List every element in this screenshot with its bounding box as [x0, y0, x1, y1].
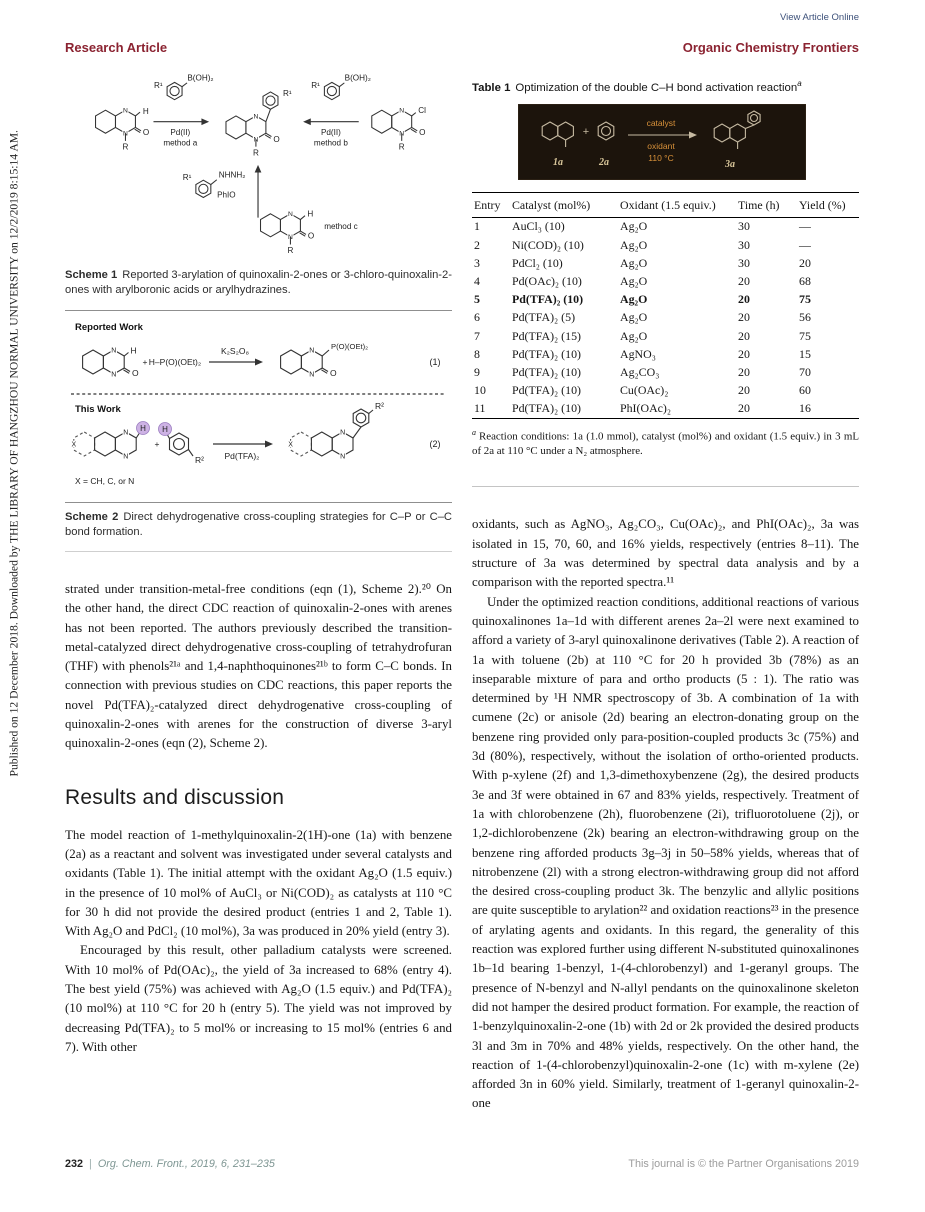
- equation-2-number: (2): [429, 439, 441, 449]
- cell-catalyst: Pd(TFA)₂ (10): [512, 292, 584, 307]
- cell-yield: 60: [799, 383, 811, 398]
- cell-oxidant: Ag₂O: [620, 310, 648, 325]
- cell-time: 20: [738, 401, 750, 416]
- x-definition-note: X = CH, C, or N: [75, 476, 135, 486]
- column-header: Yield (%): [797, 192, 859, 217]
- table-row: [472, 345, 859, 363]
- scheme1-graphic: [65, 68, 452, 256]
- table-row: [472, 217, 859, 236]
- scheme2-figure: [65, 310, 452, 503]
- method-a-label: method a: [163, 138, 198, 148]
- cell-oxidant: Ag₂CO₃: [620, 364, 660, 379]
- footnote-text: Reaction conditions: 1a (1.0 mmol), catalyst (mol%) and oxidant (1.5 equiv.) in 3 mL of 2a at 110 °C under a N₂ atmosphere.: [472, 430, 859, 457]
- ring: [95, 432, 116, 456]
- cell-catalyst: Pd(TFA)₂ (15): [512, 328, 581, 343]
- r1-label: R¹: [182, 173, 192, 183]
- boronic-acid-label: B(OH)₂: [187, 73, 214, 83]
- page-header: [65, 40, 859, 55]
- ring: [226, 116, 246, 139]
- cell-time: 20: [738, 310, 750, 325]
- bond: [124, 353, 128, 357]
- cell-entry: 11: [474, 401, 486, 416]
- page-footer: [65, 1158, 859, 1170]
- article-type-label: Research Article: [65, 40, 168, 55]
- paragraph: Encouraged by this result, other palladium catalysts were screened. With 10 mol% of Pd(OAc)₂, the yield of 3a increased to 68% (entry 4). The best yield (75%) was achieved with Ag₂O (1.5 equiv.) and Pd(TFA)₂ (10 mol%) at 110 °C for 20 h (entry 5). The yield was not improved by decreasing Pd(TFA)₂ to 5 mol% or increasing to 15 mol% (entries 6 and 7). With other: [65, 943, 452, 1054]
- ring: [324, 82, 339, 99]
- ring: [353, 409, 369, 427]
- table1-title-footnote-marker: a: [797, 79, 802, 88]
- arrowhead: [265, 441, 273, 448]
- cell-oxidant: AgNO₃: [620, 346, 656, 361]
- column-header: Catalyst (mol%): [510, 192, 618, 217]
- cell-time: 20: [738, 383, 750, 398]
- column-header: Oxidant (1.5 equiv.): [618, 192, 736, 217]
- cell-yield: 68: [799, 273, 811, 288]
- bond: [182, 83, 187, 87]
- bond: [300, 216, 305, 220]
- compound-1a-label: 1a: [553, 156, 563, 168]
- paragraph: oxidants, such as AgNO₃, Ag₂CO₃, Cu(OAc)₂, and PhI(OAc)₂, 3a was isolated in 15, 70, 60, and 16% yields, respectively (entries 8–11). The structure of 3a was determined by spectral data analysis and by a comparison with the reported spectra.¹¹: [472, 517, 859, 590]
- table1-title-text: Optimization of the double C–H bond activation reaction: [515, 81, 798, 94]
- cell-catalyst: PdCl₂ (10): [512, 255, 563, 270]
- arrowhead: [303, 118, 311, 125]
- h-label: H: [307, 209, 314, 219]
- bond: [189, 450, 194, 457]
- cell-catalyst: Pd(OAc)₂ (10): [512, 273, 582, 288]
- ring: [96, 110, 116, 133]
- cl-label: Cl: [418, 106, 426, 116]
- oxidant-label: oxidant: [647, 140, 675, 151]
- table-row: [472, 327, 859, 345]
- footer-copyright: This journal is © the Partner Organisations 2019: [628, 1158, 859, 1170]
- page-number: 232: [65, 1158, 84, 1170]
- bond: [322, 350, 329, 356]
- hydrazine-label: NHNH₂: [218, 170, 246, 180]
- o-label: O: [273, 134, 280, 144]
- reaction-arrow-method-a: [153, 73, 213, 147]
- method-b-label: method b: [313, 138, 348, 148]
- section-heading: Results and discussion: [65, 785, 285, 809]
- cell-entry: 6: [474, 310, 480, 325]
- n-atom-label: N: [123, 107, 128, 115]
- aromatic-circle: [356, 413, 366, 423]
- h-label: H: [142, 107, 149, 117]
- table-row: [472, 363, 859, 381]
- cell-oxidant: Cu(OAc)₂: [620, 383, 669, 398]
- ring: [311, 432, 332, 456]
- aromatic-circle: [327, 86, 336, 95]
- temperature-label: 110 °C: [648, 152, 674, 163]
- r-label: R: [398, 142, 405, 152]
- aromatic-circle: [266, 96, 275, 105]
- phio-label: PhIO: [217, 190, 236, 200]
- plus-sign: +: [582, 125, 590, 138]
- cell-oxidant: Ag₂O: [620, 219, 648, 234]
- r2-label: R²: [195, 455, 204, 465]
- variable-ring: [291, 432, 312, 456]
- footer-citation: [65, 1158, 275, 1170]
- reaction-arrow-method-b: [303, 73, 371, 147]
- left-column: [65, 68, 452, 1057]
- bond: [211, 180, 217, 185]
- table-row: [472, 272, 859, 290]
- cell-oxidant: Ag₂O: [620, 237, 648, 252]
- arrowhead: [255, 359, 263, 366]
- column-header: Entry: [472, 192, 510, 217]
- cell-entry: 9: [474, 364, 480, 379]
- bond: [339, 83, 344, 87]
- cell-oxidant: Ag₂O: [620, 273, 648, 288]
- phosphonate-label: P(O)(OEt)₂: [331, 342, 369, 351]
- aromatic-circle: [170, 86, 179, 95]
- journal-citation: Org. Chem. Front., 2019, 6, 231–235: [97, 1158, 275, 1170]
- cell-time: 30: [738, 255, 750, 270]
- r-label: R: [252, 148, 259, 158]
- equation-1: [83, 342, 441, 379]
- cell-yield: 20: [799, 255, 811, 270]
- cell-catalyst: Pd(TFA)₂ (10): [512, 346, 581, 361]
- table-header-row: [472, 192, 859, 217]
- journal-title: Organic Chemistry Frontiers: [682, 40, 859, 55]
- cell-yield: 16: [799, 401, 811, 416]
- oxidant-label: K₂S₂O₈: [220, 346, 250, 356]
- ring: [372, 110, 392, 133]
- n-atom-label: N: [399, 107, 405, 115]
- catalyst-label: Pd(II): [170, 128, 191, 138]
- ring: [170, 433, 189, 455]
- column-divider: [472, 486, 859, 487]
- arylated-product: [226, 89, 292, 157]
- method-c-label: method c: [324, 222, 358, 232]
- o-label: O: [330, 368, 337, 378]
- footer-separator: |: [89, 1158, 92, 1170]
- publication-sidebar-text: Published on 12 December 2018. Downloaded by THE LIBRARY OF HANGZHOU NORMAL UNIVERSITY on 12/2/2019 8:15:14 AM.: [7, 130, 21, 777]
- n-atom-label: N: [123, 453, 129, 461]
- r-label: R: [122, 142, 129, 152]
- chloroquinoxalinone-reactant: [372, 106, 426, 151]
- r2-label: R²: [375, 401, 384, 411]
- paragraph: The model reaction of 1-methylquinoxalin-2(1H)-one (1a) with benzene (2a) as a reactant and solvent was investigated under several catalysts and oxidants (Table 1). The initial attempt with the oxidant Ag₂O (1.5 equiv.) in the presence of 10 mol% of AuCl₃ or Ni(COD)₂ as catalysts at 110 °C for 30 h did not provide the desired product (entries 1 and 2, Table 1). With Ag₂O and PdCl₂ (10 mol%), 3a was produced in 20% yield (entry 3).: [65, 827, 452, 939]
- scheme1-caption: [65, 268, 452, 298]
- ring: [281, 350, 302, 374]
- o-label: O: [307, 231, 315, 241]
- cell-entry: 3: [474, 255, 480, 270]
- table-row: [472, 236, 859, 254]
- footnote-marker: a: [472, 427, 476, 437]
- o-label: O: [132, 368, 139, 378]
- table1-footnote: [472, 426, 859, 459]
- phosphite-label: H–P(O)(OEt)₂: [148, 357, 202, 367]
- ring: [263, 92, 278, 109]
- cell-entry: 8: [474, 346, 480, 361]
- cell-catalyst: Pd(TFA)₂ (10): [512, 401, 581, 416]
- bond: [369, 410, 373, 414]
- ring: [167, 82, 182, 99]
- n-atom-label: N: [253, 113, 259, 121]
- n-atom-label: N: [123, 130, 128, 138]
- plus-sign: +: [154, 439, 160, 449]
- cell-yield: —: [799, 237, 811, 252]
- arrowhead: [255, 165, 262, 173]
- x-atom-label: X: [288, 441, 293, 449]
- catalyst-label: Pd(TFA)₂: [224, 451, 260, 461]
- table1-title-label: Table 1: [472, 81, 511, 94]
- cell-yield: 56: [799, 310, 811, 325]
- table-row: [472, 400, 859, 419]
- column-header: Time (h): [736, 192, 797, 217]
- n-atom-label: N: [111, 371, 117, 379]
- table1: [472, 192, 859, 419]
- cell-entry: 5: [474, 292, 480, 307]
- cell-time: 20: [738, 273, 750, 288]
- bond: [353, 427, 361, 438]
- cell-yield: 15: [799, 346, 811, 361]
- n-atom-label: N: [309, 371, 315, 379]
- scheme2-caption: [65, 510, 452, 540]
- h-label: H: [162, 425, 168, 434]
- bond: [136, 433, 139, 438]
- cell-time: 20: [738, 364, 750, 379]
- cell-catalyst: Pd(TFA)₂ (10): [512, 383, 581, 398]
- scheme1-caption-label: Scheme 1: [65, 269, 118, 281]
- boronic-acid-label: B(OH)₂: [344, 73, 371, 83]
- cell-time: 20: [738, 292, 750, 307]
- r1-label: R¹: [311, 81, 320, 91]
- cell-entry: 4: [474, 273, 480, 288]
- scheme2-graphic: [65, 316, 452, 494]
- view-article-online-link[interactable]: View Article Online: [779, 12, 859, 23]
- variable-ring: [74, 432, 95, 456]
- cell-time: 30: [738, 237, 750, 252]
- equation-1-number: (1): [429, 357, 441, 367]
- table-row: [472, 254, 859, 272]
- right-column: [472, 68, 859, 1114]
- aromatic-circle: [199, 184, 208, 193]
- bond: [266, 109, 271, 121]
- cell-catalyst: Pd(TFA)₂ (10): [512, 364, 581, 379]
- n-atom-label: N: [340, 429, 346, 437]
- catalyst-label: Pd(II): [320, 128, 341, 138]
- figure-divider: [65, 551, 452, 552]
- ring: [83, 350, 104, 374]
- reaction-arrow-method-c: [183, 165, 358, 231]
- h-label: H: [140, 424, 146, 433]
- table-row: [472, 381, 859, 399]
- catalyst-label: catalyst: [646, 117, 676, 128]
- ring: [261, 214, 281, 237]
- n-atom-label: N: [399, 130, 405, 138]
- cell-catalyst: Pd(TFA)₂ (5): [512, 310, 576, 325]
- bond: [135, 112, 140, 116]
- cell-yield: —: [799, 219, 811, 234]
- n-atom-label: N: [288, 211, 293, 219]
- compound-3a-label: 3a: [725, 158, 735, 170]
- cell-entry: 2: [474, 237, 480, 252]
- plus-sign: +: [142, 357, 148, 367]
- scheme2-caption-text: Direct dehydrogenative cross-coupling strategies for C–P or C–C bond formation.: [65, 511, 452, 538]
- arrowhead: [201, 118, 209, 125]
- r-label: R: [287, 246, 294, 256]
- scheme2-caption-label: Scheme 2: [65, 511, 119, 523]
- o-label: O: [142, 128, 150, 138]
- bond: [412, 113, 416, 116]
- table1-reaction-image: [518, 104, 806, 180]
- table1-title: [472, 76, 859, 96]
- paragraph: Under the optimized reaction conditions, additional reactions of various quinoxalinones 1a–1d with different arenes 2a–2l were next examined to afford a variety of 3-aryl quinoxalinone derivatives (Table 2). A reaction of 1a with toluene (2b) at 110 °C for 20 h provided 3b (78%) as an inseparable mixture of para and ortho products (5 : 1). The ratio was determined by ¹H NMR spectroscopy of 3b. A combination of 1a with cumene (2c) or anisole (2d) bearing an electron-donating group on the benzene ring provided only para-position-coupled products 3c (75%) and 3d (80%), respectively, without the isolation of ortho-oriented products. With p-xylene (2f) and 1,3-dimethoxybenzene (2g), the desired products 3e and 3f were obtained in 67 and 83% yields, respectively. Treatment of 1a with chlorobenzene (2h), fluorobenzene (2i), trifluorotoluene (2j), or 1,2-dichlorobenzene (2k) bearing an electron-withdrawing group on the benzene ring afforded products 3g–3j in 50–58% yields, whereas that of nitrobenzene (2l) with a strong electron-withdrawing group did not afford the desired cross-coupling product 3k. The benzylic and allylic positions are quite susceptible to arylation²² and oxidation reactions²³ in the presence of arylating agents and oxidants. In this regard, the generality of this reaction was explored further using different N-substituted quinoxalinones 1b–1d bearing 1-benzyl, 1-(4-chlorobenzyl) and 1-geranyl groups. The presence of N-benzyl and N-allyl pendants on the quinoxalinone skeleton did not hamper the desired product formation. For example, the reaction of 1-benzylquinoxalin-2-one (1b) with 2d or 2k provided the desired products 3l and 3m in 70% and 48% yields, respectively. On the other hand, the reaction of 1-(4-chlorobenzyl)quinoxalin-2-one (1c) with m-xylene (2e) afforded 3n in 60% yield. Similarly, treatment of 1-geranyl quinoxalin-2-one: [472, 594, 860, 1111]
- n-atom-label: N: [309, 347, 315, 355]
- ring: [196, 180, 211, 197]
- n-atom-label: N: [340, 453, 346, 461]
- cell-yield: 75: [799, 328, 811, 343]
- quinoxalinone-reactant-bottom: [261, 210, 315, 255]
- r1-label: R¹: [153, 81, 163, 91]
- cell-oxidant: Ag₂O: [620, 328, 648, 343]
- bond: [168, 435, 170, 439]
- reported-work-label: Reported Work: [75, 322, 143, 333]
- quinoxalinone-reactant-left: [96, 107, 150, 151]
- h-label: H: [130, 345, 137, 356]
- cell-entry: 7: [474, 328, 480, 343]
- n-atom-label: N: [111, 347, 117, 355]
- n-atom-label: N: [288, 234, 293, 242]
- cell-entry: 10: [474, 383, 486, 398]
- paragraph: strated under transition-metal-free conditions (eqn (1), Scheme 2).²⁰ On the other hand, the direct CDC reaction of quinoxalin-2-ones with arenes has not been reported. The authors previously described the transition-metal-catalyzed direct dehydrogenative cross-coupling of tetrahydrofuran (THF) with phenols²¹ᵃ and 1,4-naphthoquinones²¹ᵇ to form C–C bonds. In connection with previous studies on CDC reactions, this paper reports the novel Pd(TFA)₂-catalyzed direct dehydrogenative cross-coupling of quinoxalin-2-ones with arenes for the construction of diverse 3-aryl quinoxalin-2-ones (eqn (2), Scheme 2).: [65, 582, 452, 751]
- cell-time: 30: [738, 219, 750, 234]
- table-row: [472, 309, 859, 327]
- cell-time: 20: [738, 328, 750, 343]
- compound-2a-label: 2a: [599, 156, 609, 168]
- n-atom-label: N: [253, 136, 259, 144]
- cell-time: 20: [738, 346, 750, 361]
- o-label: O: [419, 128, 426, 138]
- r1-label: R¹: [282, 88, 292, 98]
- cell-oxidant: PhI(OAc)₂: [620, 401, 672, 416]
- cell-oxidant: Ag₂O: [620, 255, 648, 270]
- cell-catalyst: Ni(COD)₂ (10): [512, 237, 584, 252]
- table-row-highlighted: [472, 291, 859, 309]
- scheme1-caption-text: Reported 3-arylation of quinoxalin-2-ones or 3-chloro-quinoxalin-2-ones with arylboronic acids or arylhydrazines.: [65, 269, 452, 296]
- equation-2: [71, 401, 440, 465]
- cell-yield: 70: [799, 364, 811, 379]
- this-work-label: This Work: [75, 404, 121, 415]
- n-atom-label: N: [123, 429, 129, 437]
- cell-entry: 1: [474, 219, 480, 234]
- x-atom-label: X: [71, 441, 77, 449]
- cell-yield: 75: [799, 292, 811, 307]
- aromatic-circle: [174, 439, 185, 450]
- cell-catalyst: AuCl₃ (10): [512, 219, 565, 234]
- cell-oxidant: Ag₂O: [620, 292, 648, 307]
